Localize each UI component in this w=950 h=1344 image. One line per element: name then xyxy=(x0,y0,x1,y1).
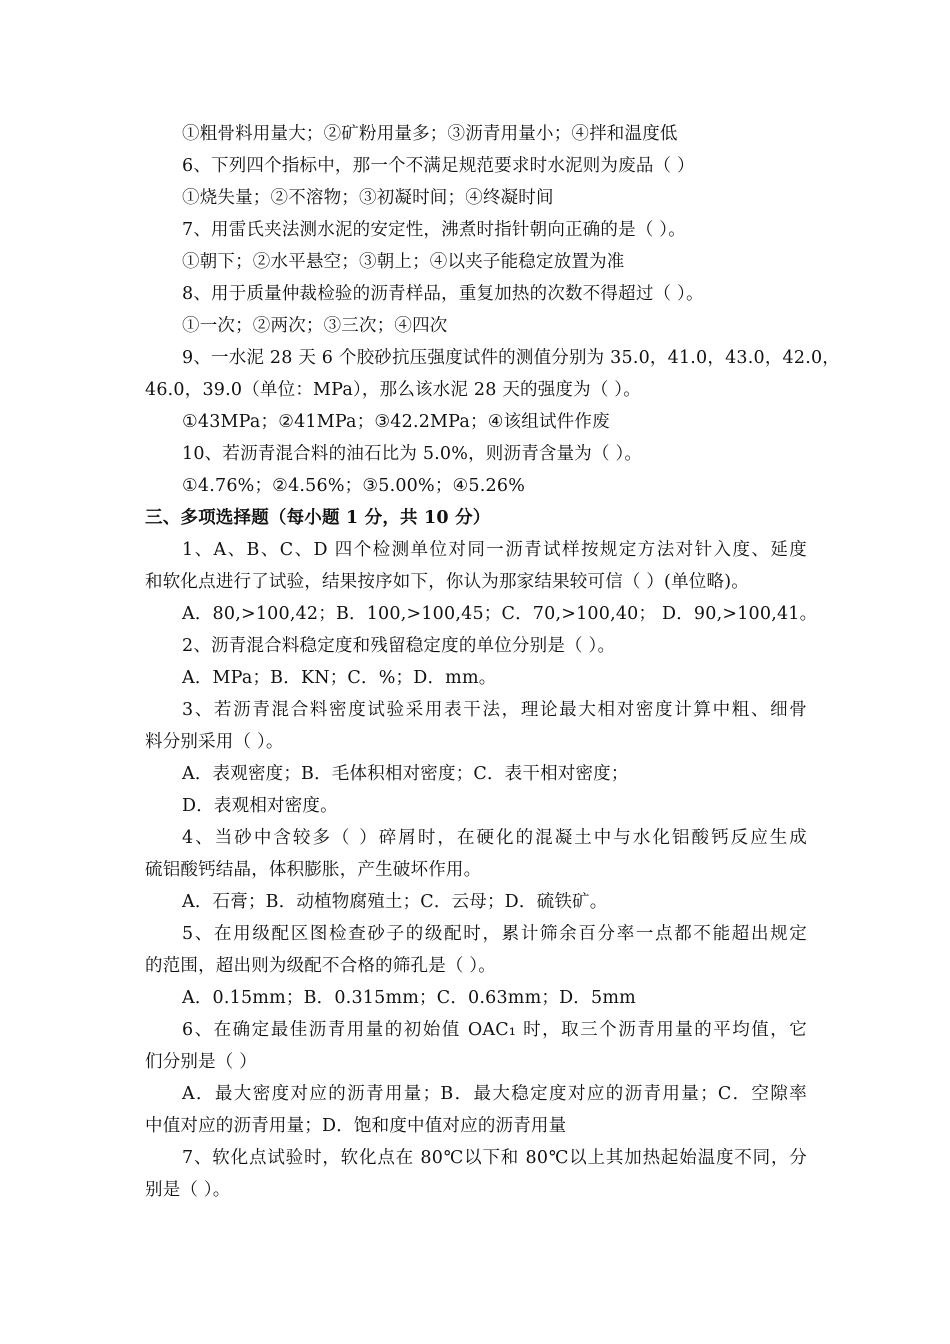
question-line: 3、若沥青混合料密度试验采用表干法，理论最大相对密度计算中粗、细骨 xyxy=(182,700,807,720)
answer-options-line: A．表观密度；B．毛体积相对密度；C．表干相对密度； xyxy=(182,764,629,784)
answer-options-line: ①一次；②两次；③三次；④四次 xyxy=(182,316,448,336)
answer-options-line: A．0.15mm；B．0.315mm；C．0.63mm；D．5mm xyxy=(182,988,636,1008)
question-continuation-line: 46.0，39.0（单位：MPa），那么该水泥 28 天的强度为（ ）。 xyxy=(145,380,641,400)
answer-options-line: ①朝下；②水平悬空；③朝上；④以夹子能稳定放置为准 xyxy=(182,252,625,272)
question-continuation-line: 料分别采用（ ）。 xyxy=(145,732,284,752)
question-line: 6、在确定最佳沥青用量的初始值 OAC₁ 时，取三个沥青用量的平均值，它 xyxy=(182,1020,807,1040)
answer-options-continuation-line: 中值对应的沥青用量；D．饱和度中值对应的沥青用量 xyxy=(145,1116,567,1136)
question-continuation-line: 别是（ ）。 xyxy=(145,1180,231,1200)
question-line: 2、沥青混合料稳定度和残留稳定度的单位分别是（ ）。 xyxy=(182,636,616,656)
question-continuation-line: 硫铝酸钙结晶，体积膨胀，产生破坏作用。 xyxy=(145,860,482,880)
question-line: 4、当砂中含较多（ ）碎屑时，在硬化的混凝土中与水化铝酸钙反应生成 xyxy=(182,828,807,848)
question-line: 9、一水泥 28 天 6 个胶砂抗压强度试件的测值分别为 35.0，41.0，43.0，42.0， xyxy=(182,348,841,368)
answer-options-line: ①烧失量；②不溶物；③初凝时间；④终凝时间 xyxy=(182,188,554,208)
document-page xyxy=(145,118,841,1206)
answer-options-line: A．最大密度对应的沥青用量；B．最大稳定度对应的沥青用量；C．空隙率 xyxy=(182,1084,807,1104)
answer-options-line: A．80,>100,42；B．100,>100,45；C．70,>100,40； D．90,>100,41。 xyxy=(182,604,818,624)
question-line: 7、用雷氏夹法测水泥的安定性，沸煮时指针朝向正确的是（ ）。 xyxy=(182,220,686,240)
question-line: 1、A、B、C、D 四个检测单位对同一沥青试样按规定方法对针入度、延度 xyxy=(182,540,807,560)
question-continuation-line: 们分别是（ ） xyxy=(145,1052,257,1072)
answer-options-line: ①粗骨料用量大；②矿粉用量多；③沥青用量小；④拌和温度低 xyxy=(182,124,678,144)
question-line: 8、用于质量仲裁检验的沥青样品，重复加热的次数不得超过（ ）。 xyxy=(182,284,704,304)
answer-options-line: A．MPa；B．KN；C．%；D．mm。 xyxy=(182,668,497,688)
question-line: 10、若沥青混合料的油石比为 5.0%，则沥青含量为（ ）。 xyxy=(182,444,643,464)
answer-options-line: A．石膏；B．动植物腐殖土；C．云母；D．硫铁矿。 xyxy=(182,892,608,912)
question-continuation-line: 和软化点进行了试验，结果按序如下，你认为那家结果较可信（ ）(单位略)。 xyxy=(145,572,749,592)
section-heading: 三、多项选择题（每小题 1 分，共 10 分） xyxy=(145,508,491,528)
answer-options-line: ①4.76%；②4.56%；③5.00%；④5.26% xyxy=(182,476,526,496)
question-line: 7、软化点试验时，软化点在 80℃以下和 80℃以上其加热起始温度不同，分 xyxy=(182,1148,807,1168)
answer-options-line: ①43MPa；②41MPa；③42.2MPa；④该组试件作废 xyxy=(182,412,610,432)
question-line: 6、下列四个指标中，那一个不满足规范要求时水泥则为废品（ ） xyxy=(182,156,695,176)
question-line: 5、在用级配区图检查砂子的级配时，累计筛余百分率一点都不能超出规定 xyxy=(182,924,807,944)
question-continuation-line: 的范围，超出则为级配不合格的筛孔是（ ）。 xyxy=(145,956,497,976)
answer-options-line: D．表观相对密度。 xyxy=(182,796,338,816)
